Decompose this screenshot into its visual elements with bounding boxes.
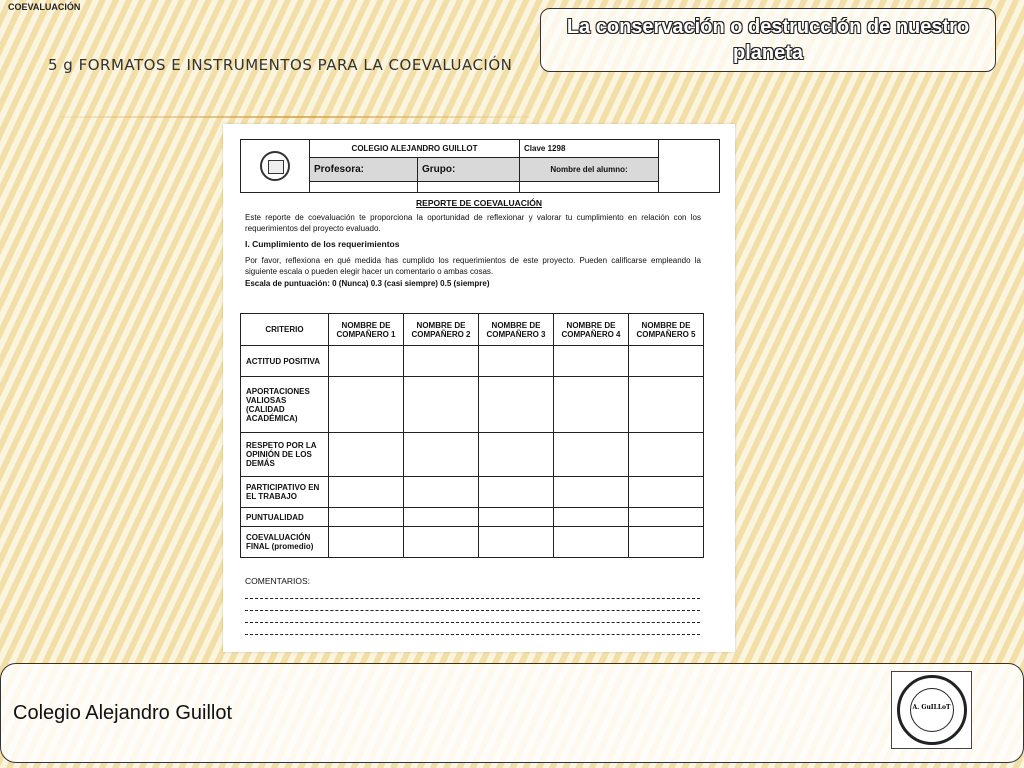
school-clave: Clave 1298 xyxy=(520,140,659,158)
profesora-label: Profesora: xyxy=(310,158,418,182)
school-name: COLEGIO ALEJANDRO GUILLOT xyxy=(310,140,520,158)
score-cell[interactable] xyxy=(629,377,704,433)
score-cell[interactable] xyxy=(554,527,629,558)
criterion-label: ACTITUD POSITIVA xyxy=(241,346,329,377)
criterion-label: PUNTUALIDAD xyxy=(241,508,329,527)
header-blank-cell xyxy=(659,140,720,193)
score-cell[interactable] xyxy=(554,346,629,377)
school-logo-cell xyxy=(241,140,310,193)
score-cell[interactable] xyxy=(404,477,479,508)
header-companero-2: NOMBRE DE COMPAÑERO 2 xyxy=(404,314,479,346)
score-cell[interactable] xyxy=(479,508,554,527)
score-cell[interactable] xyxy=(404,433,479,477)
score-cell[interactable] xyxy=(329,508,404,527)
school-logo-icon xyxy=(260,151,290,181)
header-criterio: CRITERIO xyxy=(241,314,329,346)
comments-label: COMENTARIOS: xyxy=(245,576,311,586)
coevaluation-document xyxy=(223,124,735,652)
score-cell[interactable] xyxy=(629,477,704,508)
grupo-label: Grupo: xyxy=(418,158,520,182)
score-cell[interactable] xyxy=(479,346,554,377)
score-cell[interactable] xyxy=(629,346,704,377)
instructions-paragraph: Por favor, reflexiona en qué medida has cumplido los requerimientos de este proyecto. Pueden calificarse empleando la siguiente escala o pueden elegir hacer un comentario o ambas cosas. xyxy=(245,256,701,276)
report-title: REPORTE DE COEVALUACIÓN xyxy=(416,198,542,208)
header-companero-1: NOMBRE DE COMPAÑERO 1 xyxy=(329,314,404,346)
comment-line[interactable] xyxy=(245,598,700,599)
score-cell[interactable] xyxy=(329,433,404,477)
table-row xyxy=(241,527,704,558)
score-cell[interactable] xyxy=(554,433,629,477)
score-cell[interactable] xyxy=(554,377,629,433)
criterion-label: RESPETO POR LA OPINIÓN DE LOS DEMÁS xyxy=(241,433,329,477)
score-cell[interactable] xyxy=(404,346,479,377)
school-seal-icon xyxy=(891,671,972,749)
score-cell[interactable] xyxy=(404,377,479,433)
score-cell[interactable] xyxy=(329,527,404,558)
score-cell[interactable] xyxy=(479,377,554,433)
score-cell[interactable] xyxy=(404,508,479,527)
score-cell[interactable] xyxy=(554,477,629,508)
score-cell[interactable] xyxy=(329,377,404,433)
seal-label: A. GuILLoT xyxy=(912,704,951,711)
score-cell[interactable] xyxy=(479,527,554,558)
table-row xyxy=(241,508,704,527)
section-title: 5 g FORMATOS E INSTRUMENTOS PARA LA COEVALUACIÓN xyxy=(48,56,513,74)
score-cell[interactable] xyxy=(404,527,479,558)
section-heading: I. Cumplimiento de los requerimientos xyxy=(245,239,400,249)
profesora-value[interactable] xyxy=(310,182,418,193)
comment-line[interactable] xyxy=(245,634,700,635)
slide-top-label: COEVALUACIÓN xyxy=(8,2,81,12)
header-companero-5: NOMBRE DE COMPAÑERO 5 xyxy=(629,314,704,346)
score-cell[interactable] xyxy=(479,477,554,508)
document-header-table xyxy=(240,139,720,193)
scale-line: Escala de puntuación: 0 (Nunca) 0.3 (casi siempre) 0.5 (siempre) xyxy=(245,279,490,288)
header-companero-3: NOMBRE DE COMPAÑERO 3 xyxy=(479,314,554,346)
score-cell[interactable] xyxy=(554,508,629,527)
score-cell[interactable] xyxy=(629,527,704,558)
intro-paragraph: Este reporte de coevaluación te proporciona la oportunidad de reflexionar y valorar tu cumplimiento en relación con los requerimientos del proyecto evaluado. xyxy=(245,213,701,233)
seal-ring xyxy=(897,675,967,745)
alumno-value[interactable] xyxy=(520,182,659,193)
score-cell[interactable] xyxy=(329,477,404,508)
criterion-label: APORTACIONES VALIOSAS (CALIDAD ACADÉMICA) xyxy=(241,377,329,433)
score-cell[interactable] xyxy=(479,433,554,477)
comment-line[interactable] xyxy=(245,622,700,623)
table-row xyxy=(241,346,704,377)
score-cell[interactable] xyxy=(329,346,404,377)
comment-line[interactable] xyxy=(245,610,700,611)
criterion-label: PARTICIPATIVO EN EL TRABAJO xyxy=(241,477,329,508)
accent-divider xyxy=(60,116,530,118)
header-companero-4: NOMBRE DE COMPAÑERO 4 xyxy=(554,314,629,346)
title-box: La conservación o destrucción de nuestro planeta xyxy=(540,8,996,72)
criterion-label: COEVALUACIÓN FINAL (promedio) xyxy=(241,527,329,558)
grupo-value[interactable] xyxy=(418,182,520,193)
criteria-table xyxy=(240,313,704,558)
table-row xyxy=(241,477,704,508)
score-cell[interactable] xyxy=(629,508,704,527)
score-cell[interactable] xyxy=(629,433,704,477)
footer-school-name: Colegio Alejandro Guillot xyxy=(13,702,233,724)
table-row xyxy=(241,433,704,477)
table-row xyxy=(241,377,704,433)
alumno-label: Nombre del alumno: xyxy=(520,158,659,182)
